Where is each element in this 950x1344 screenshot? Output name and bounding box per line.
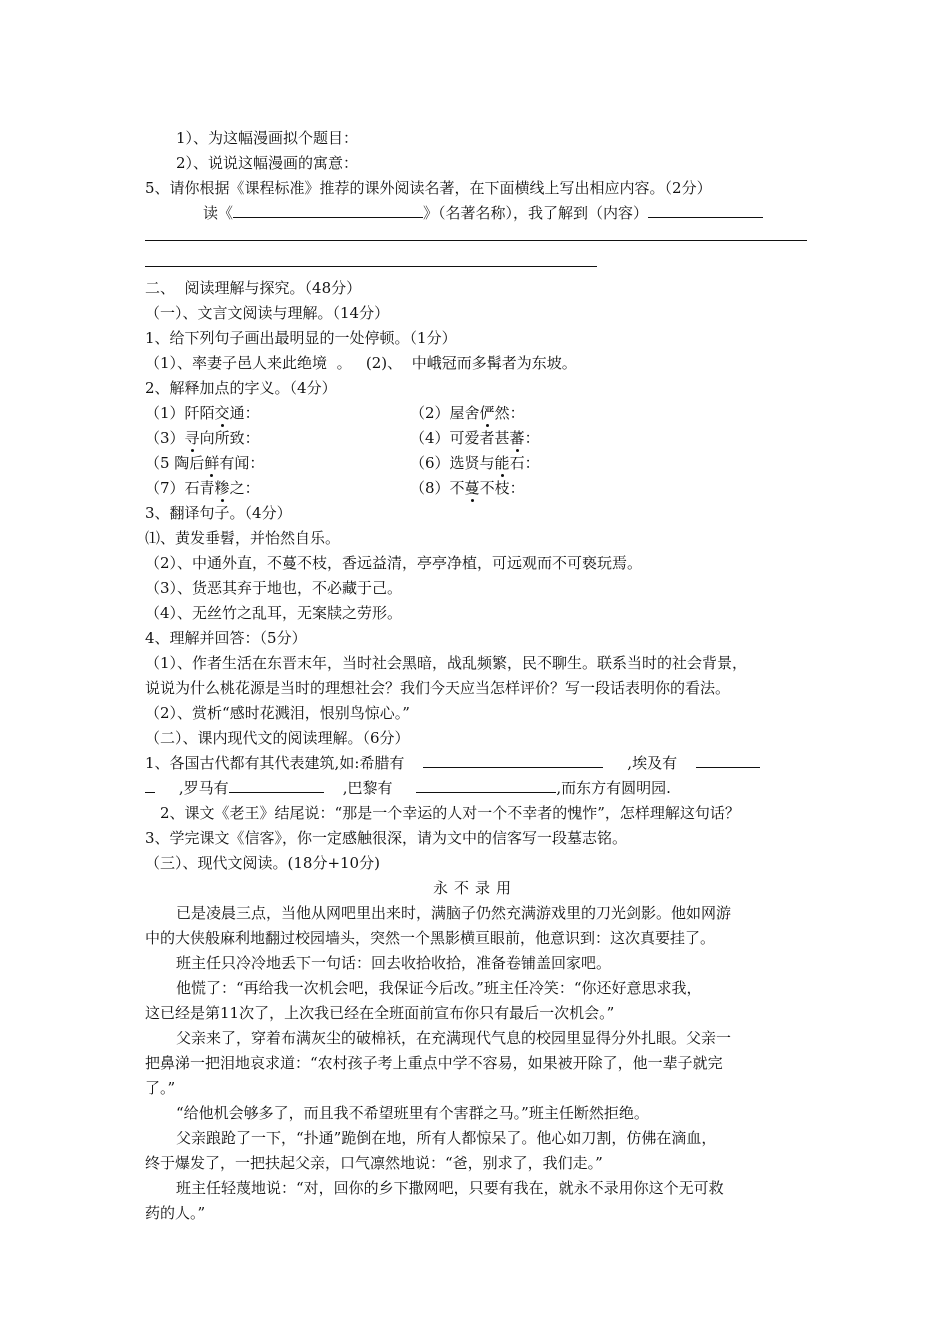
part3-heading: （三）、现代文阅读。(18分+10分) (145, 854, 380, 872)
p1-q3-stem: 3、翻译句子。（4分） (145, 504, 292, 522)
p1-q2-item: （1）阡陌交通： (145, 404, 260, 422)
story-text: 班主任轻蔑地说：“对，回你的乡下撒网吧，只要有我在，就永不录用你这个无可救 (176, 1179, 724, 1197)
greece-blank[interactable] (423, 753, 603, 768)
rome-blank[interactable] (229, 778, 324, 793)
p2-q2: 2、课文《老王》结尾说：“那是一个幸运的人对一个不幸者的愧怍”，怎样理解这句话？ (160, 804, 740, 822)
story-text: 父亲踉跄了一下，“扑通”跪倒在地，所有人都惊呆了。他心如刀割，仿佛在滴血， (176, 1129, 717, 1147)
story-text: 了。” (145, 1079, 176, 1097)
answer-rule[interactable] (145, 266, 597, 267)
p1-q3-item: ⑴、黄发垂髫，并怡然自乐。 (145, 529, 341, 547)
dotted-char: 糁 (214, 479, 230, 497)
dotted-char: 寻 (184, 429, 200, 447)
story-text: 父亲来了，穿着布满灰尘的破棉袄，在充满现代气息的校园里显得分外扎眼。父亲一 (176, 1029, 732, 1047)
p1-q2-item: （6）选贤与能石： (410, 454, 540, 472)
p1-q2-stem: 2、解释加点的字义。（4分） (145, 379, 337, 397)
story-text: 已是凌晨三点，当他从网吧里出来时，满脑子仍然充满游戏里的刀光剑影。他如网游 (176, 904, 732, 922)
p1-q4-stem: 4、理解并回答：（5分） (145, 629, 307, 647)
egypt-blank[interactable] (696, 753, 760, 768)
part2-heading: （二）、课内现代文的阅读理解。（6分） (145, 729, 410, 747)
story-text: 中的大侠般麻利地翻过校园墙头，突然一个黑影横亘眼前，他意识到：这次真要挂了。 (145, 929, 716, 947)
content-blank[interactable] (648, 203, 763, 218)
drawing-meaning-question: 2）、说说这幅漫画的寓意： (176, 154, 359, 172)
p1-q2-item: （3）寻向所致： (145, 429, 260, 447)
paris-blank[interactable] (416, 778, 556, 793)
q5-read-line (203, 203, 763, 223)
p2-q3: 3、学完课文《信客》，你一定感触很深，请为文中的信客写一段墓志铭。 (145, 829, 628, 847)
p1-q1-b: (2)、 中峨冠而多髯者为东坡。 (365, 354, 577, 372)
q5-read-mid: 》（名著名称），我了解到（内容） (423, 204, 649, 222)
p1-q1-a: （1）、率妻子邑人来此绝境 。 (145, 354, 352, 372)
p1-q2-item: （8）不蔓不枝： (410, 479, 525, 497)
story-text: 把鼻涕一把泪地哀求道：“农村孩子考上重点中学不容易，如果被开除了，他一辈子就完 (145, 1054, 723, 1072)
book-name-blank[interactable] (233, 203, 423, 218)
p1-q2-item: （7）石青糁之： (145, 479, 260, 497)
story-text: 班主任只冷冷地丢下一句话：回去收拾收拾，准备卷铺盖回家吧。 (176, 954, 612, 972)
story-text: 他慌了：“再给我一次机会吧，我保证今后改。”班主任冷笑：“你还好意思求我， (176, 979, 702, 997)
p1-q1-stem: 1、给下列句子画出最明显的一处停顿。（1分） (145, 329, 457, 347)
q5-read-prefix: 读《 (203, 204, 234, 222)
p2-q1-line1: 1、各国古代都有其代表建筑,如:希腊有 ,埃及有 (145, 753, 760, 773)
egypt-blank-cont[interactable] (145, 778, 155, 793)
dotted-char: 交 (214, 404, 230, 422)
p1-q2-item: （5 陶后鲜有闻： (145, 454, 265, 472)
dotted-char: 俨 (479, 404, 495, 422)
story-text: 这已经是第11次了，上次我已经在全班面前宣布你只有最后一次机会。” (145, 1004, 615, 1022)
q5-stem: 5、请你根据《课程标准》推荐的课外阅读名著，在下面横线上写出相应内容。（2分） (145, 179, 712, 197)
p1-q4-item2: （2）、赏析“感时花溅泪，恨别鸟惊心。” (145, 704, 410, 722)
p1-q3-item: （3）、货恶其弃于地也，不必藏于己。 (145, 579, 403, 597)
part1-heading: （一）、文言文阅读与理解。（14分） (145, 304, 390, 322)
p1-q3-item: （2）、中通外直，不蔓不枝，香远益清，亭亭净植，可远观而不可亵玩焉。 (145, 554, 643, 572)
story-text: 药的人。” (145, 1204, 206, 1222)
dotted-char: 蕃 (509, 429, 525, 447)
dotted-char: 蔓 (464, 479, 480, 497)
p1-q1-items (145, 353, 577, 373)
answer-rule[interactable] (145, 240, 807, 241)
drawing-title-question: 1）、为这幅漫画拟个题目： (176, 129, 359, 147)
p1-q2-item: （4）可爱者甚蕃： (410, 429, 540, 447)
story-text: “给他机会够多了，而且我不希望班里有个害群之马。”班主任断然拒绝。 (176, 1104, 649, 1122)
p2-q1-line2: ,罗马有 ,巴黎有 ,而东方有圆明园. (145, 778, 671, 798)
story-text: 终于爆发了，一把扶起父亲，口气凛然地说：“爸，别求了，我们走。” (145, 1154, 603, 1172)
p1-q3-item: （4）、无丝竹之乱耳，无案牍之劳形。 (145, 604, 403, 622)
p1-q4-item1-line2: 说说为什么桃花源是当时的理想社会？我们今天应当怎样评价？写一段话表明你的看法。 (145, 679, 731, 697)
dotted-char: 能 (494, 454, 510, 472)
p1-q4-item1-line1: （1）、作者生活在东晋末年，当时社会黑暗，战乱频繁，民不聊生。联系当时的社会背景， (145, 654, 748, 672)
section2-heading: 二、 阅读理解与探究。（48分） (145, 279, 362, 297)
story-title: 永不录用 (432, 879, 517, 897)
p1-q2-item: （2）屋舍俨然： (410, 404, 525, 422)
dotted-char: 鲜 (204, 454, 220, 472)
